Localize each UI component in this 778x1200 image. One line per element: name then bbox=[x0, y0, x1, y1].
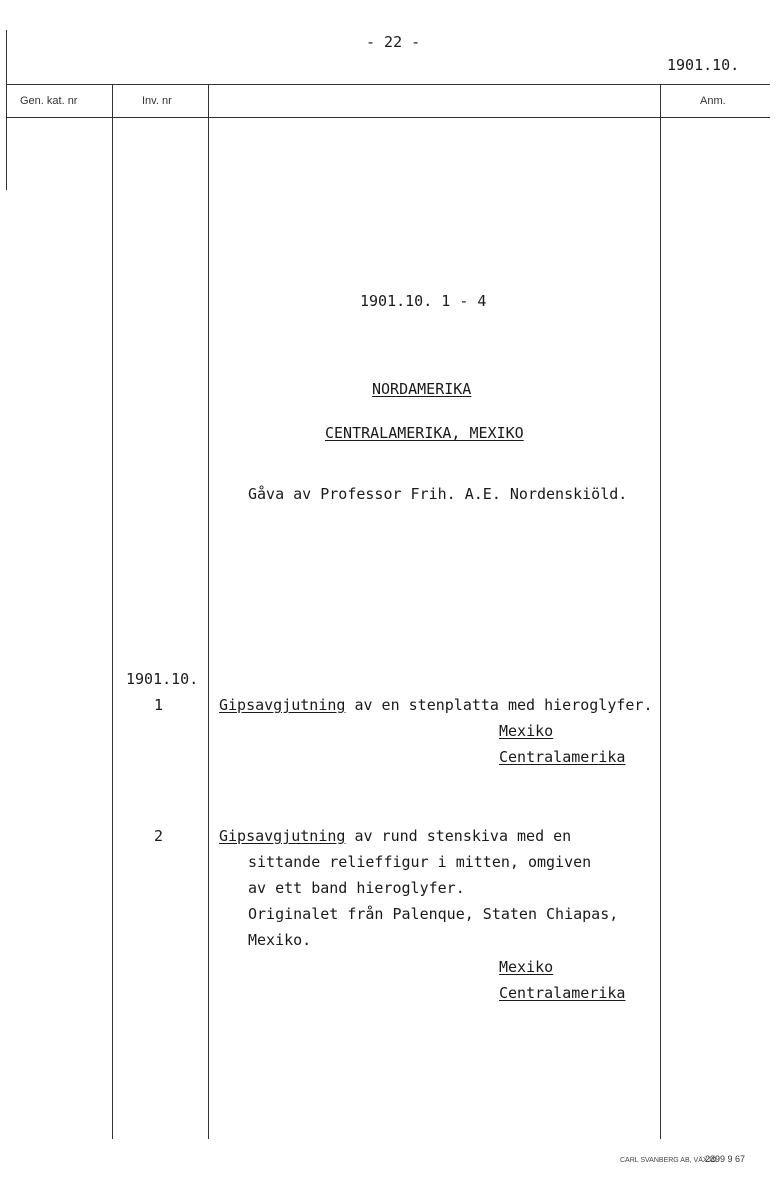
region-heading: NORDAMERIKA bbox=[372, 380, 472, 398]
donor-line: Gåva av Professor Frih. A.E. Nordenskiöld. bbox=[248, 485, 628, 503]
entry-2-tag-country: Mexiko bbox=[499, 958, 554, 976]
column-header-gen-kat-nr: Gen. kat. nr bbox=[20, 95, 78, 107]
entry-2-description-line-1: Gipsavgjutning av rund stenskiva med en bbox=[219, 827, 572, 845]
entry-2-keyword: Gipsavgjutning bbox=[219, 827, 346, 845]
column-divider-2 bbox=[208, 84, 209, 1139]
catalog-range: 1901.10. 1 - 4 bbox=[360, 292, 487, 310]
entry-2-tag-region: Centralamerika bbox=[499, 984, 626, 1002]
entry-2-description-line-3: av ett band hieroglyfer. bbox=[248, 879, 465, 897]
header-bottom-line bbox=[6, 117, 770, 118]
entry-1-tag-region: Centralamerika bbox=[499, 748, 626, 766]
entry-2-description-line-2: sittande relieffigur i mitten, omgiven bbox=[248, 853, 592, 871]
subregion-heading: CENTRALAMERIKA, MEXIKO bbox=[325, 424, 524, 442]
column-header-inv-nr: Inv. nr bbox=[142, 95, 172, 107]
entry-number-1: 1 bbox=[154, 696, 164, 714]
footer-printer: CARL SVANBERG AB, VÄXJÖ bbox=[620, 1157, 717, 1164]
catalog-number: 1901.10. bbox=[667, 56, 740, 74]
column-header-anm: Anm. bbox=[700, 95, 726, 107]
column-divider-3 bbox=[660, 84, 661, 1139]
entry-series: 1901.10. bbox=[126, 670, 199, 688]
entry-1-description: Gipsavgjutning av en stenplatta med hieroglyfer. bbox=[219, 696, 653, 714]
header-top-line bbox=[6, 84, 770, 85]
column-divider-1 bbox=[112, 84, 113, 1139]
entry-number-2: 2 bbox=[154, 827, 164, 845]
entry-2-description-line-4: Originalet från Palenque, Staten Chiapas, bbox=[248, 905, 619, 923]
entry-1-tag-country: Mexiko bbox=[499, 722, 554, 740]
page-number: - 22 - bbox=[366, 33, 421, 51]
entry-2-description-line-5: Mexiko. bbox=[248, 931, 312, 949]
entry-1-keyword: Gipsavgjutning bbox=[219, 696, 346, 714]
footer-form-number: 2399 9 67 bbox=[705, 1154, 746, 1164]
left-border-line bbox=[6, 30, 7, 190]
